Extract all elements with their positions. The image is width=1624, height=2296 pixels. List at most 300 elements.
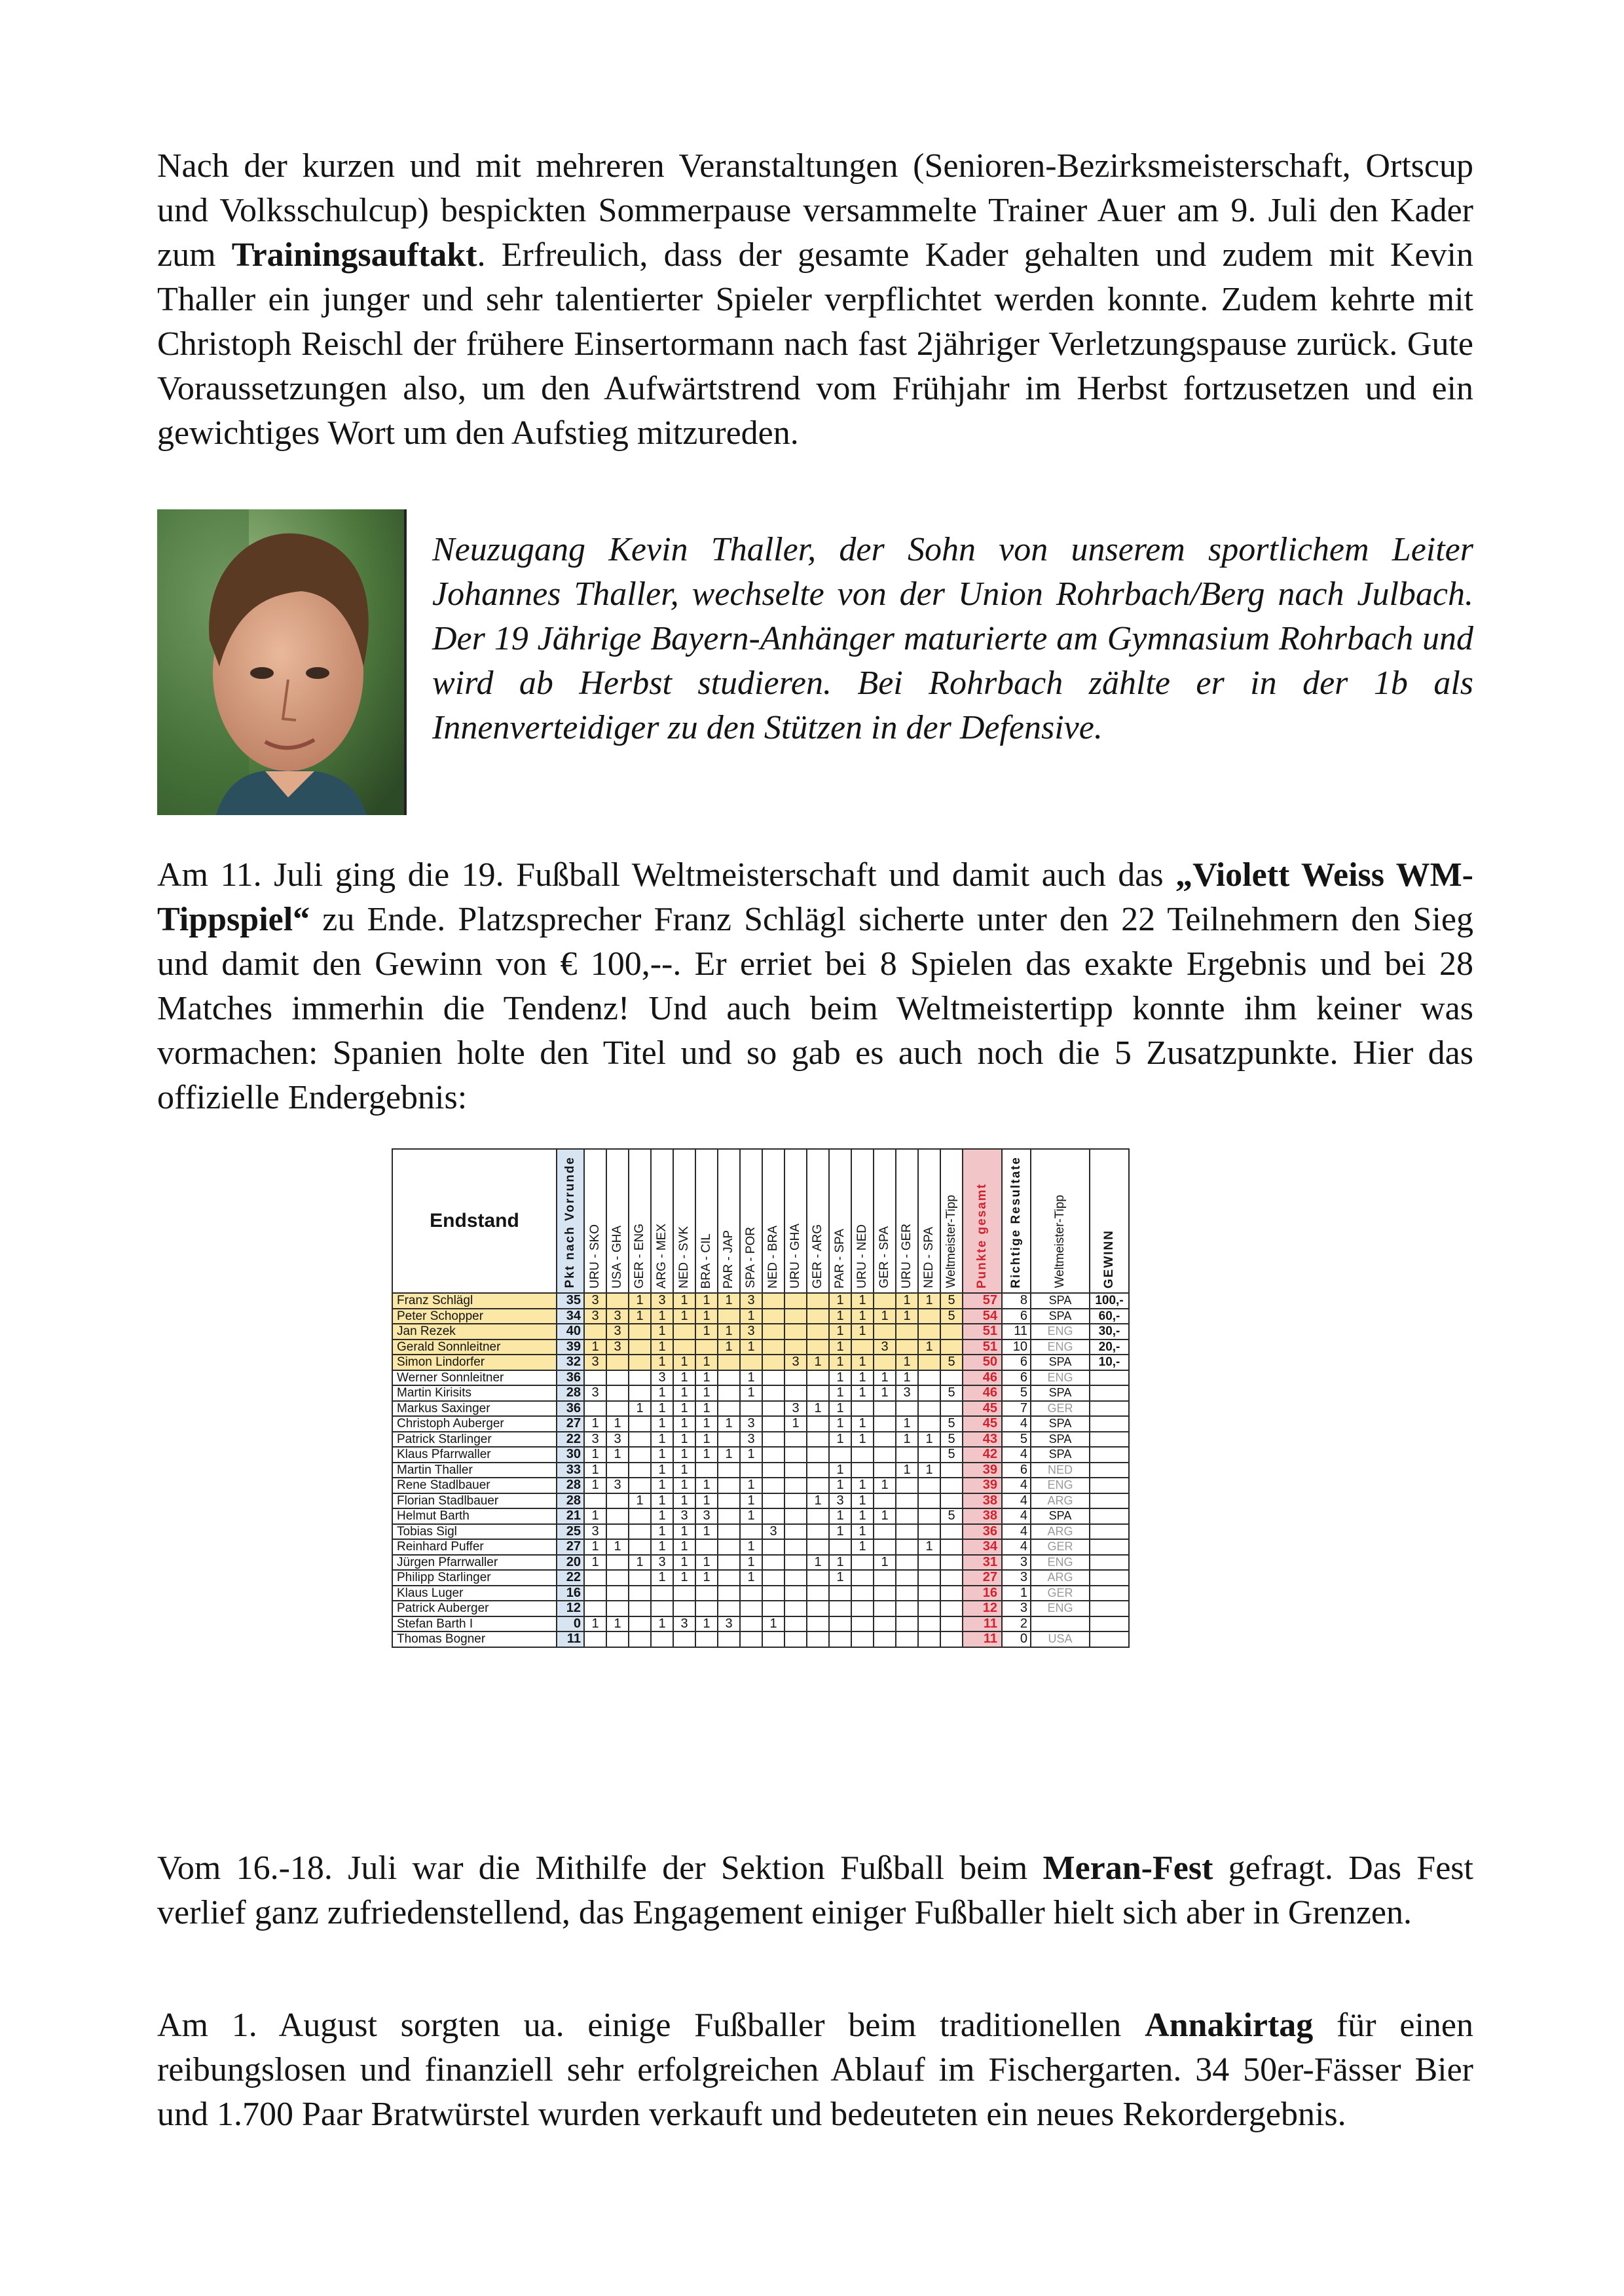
match-points-cell (874, 1586, 896, 1601)
vorrunde-points-cell: 30 (557, 1447, 584, 1463)
match-points-cell (851, 1555, 874, 1571)
match-points-cell (718, 1555, 740, 1571)
player-name-cell: Thomas Bogner (392, 1631, 557, 1647)
match-points-cell (584, 1493, 606, 1509)
match-points-cell (629, 1539, 651, 1555)
match-points-cell (740, 1586, 762, 1601)
match-points-cell: 1 (629, 1293, 651, 1309)
match-points-cell (629, 1385, 651, 1401)
correct-results-cell: 8 (1002, 1293, 1031, 1309)
match-points-cell (874, 1631, 896, 1647)
column-header: ARG - MEX (651, 1149, 673, 1293)
match-points-cell (896, 1524, 918, 1540)
match-points-cell: 1 (851, 1385, 874, 1401)
champion-tip-cell: USA (1031, 1631, 1090, 1647)
table-row (392, 1586, 1129, 1601)
champion-bonus-cell: 5 (940, 1309, 963, 1324)
match-points-cell (762, 1447, 784, 1463)
column-header: URU - SKO (584, 1149, 606, 1293)
champion-bonus-cell (940, 1493, 963, 1509)
table-header-row (392, 1149, 1129, 1293)
match-points-cell (874, 1355, 896, 1370)
match-points-cell: 1 (629, 1309, 651, 1324)
match-points-cell (896, 1324, 918, 1339)
champion-bonus-cell (940, 1524, 963, 1540)
prize-cell: 100,- (1090, 1293, 1129, 1309)
table-row (392, 1508, 1129, 1524)
match-points-cell (918, 1601, 940, 1616)
column-header: NED - BRA (762, 1149, 784, 1293)
column-header: Richtige Resultate (1002, 1149, 1031, 1293)
match-points-cell: 1 (695, 1447, 718, 1463)
match-points-cell (762, 1309, 784, 1324)
match-points-cell (807, 1324, 829, 1339)
player-name-cell: Patrick Auberger (392, 1601, 557, 1616)
match-points-cell (762, 1416, 784, 1432)
match-points-cell: 3 (762, 1524, 784, 1540)
match-points-cell (829, 1586, 851, 1601)
champion-tip-cell: SPA (1031, 1385, 1090, 1401)
match-points-cell (829, 1601, 851, 1616)
match-points-cell: 1 (718, 1293, 740, 1309)
paragraph-annakirtag (157, 2003, 1473, 2137)
total-points-cell: 31 (963, 1555, 1002, 1571)
champion-bonus-cell (940, 1631, 963, 1647)
match-points-cell: 3 (896, 1385, 918, 1401)
match-points-cell: 3 (606, 1478, 629, 1493)
match-points-cell: 1 (740, 1385, 762, 1401)
match-points-cell (918, 1385, 940, 1401)
match-points-cell (673, 1586, 695, 1601)
correct-results-cell: 0 (1002, 1631, 1031, 1647)
champion-bonus-cell (940, 1478, 963, 1493)
match-points-cell (629, 1339, 651, 1355)
match-points-cell: 1 (695, 1293, 718, 1309)
match-points-cell: 3 (606, 1339, 629, 1355)
match-points-cell (829, 1447, 851, 1463)
match-points-cell (606, 1493, 629, 1509)
match-points-cell: 3 (651, 1555, 673, 1571)
player-photo (157, 509, 407, 815)
prize-cell (1090, 1586, 1129, 1601)
vorrunde-points-cell: 27 (557, 1539, 584, 1555)
champion-bonus-cell (940, 1616, 963, 1632)
match-points-cell (784, 1324, 807, 1339)
match-points-cell: 1 (829, 1293, 851, 1309)
total-points-cell: 11 (963, 1616, 1002, 1632)
vorrunde-points-cell: 20 (557, 1555, 584, 1571)
match-points-cell (762, 1293, 784, 1309)
total-points-cell: 39 (963, 1478, 1002, 1493)
match-points-cell: 1 (896, 1309, 918, 1324)
total-points-cell: 50 (963, 1355, 1002, 1370)
match-points-cell: 1 (829, 1478, 851, 1493)
correct-results-cell: 4 (1002, 1493, 1031, 1509)
match-points-cell: 1 (829, 1339, 851, 1355)
match-points-cell (718, 1508, 740, 1524)
match-points-cell (807, 1616, 829, 1632)
match-points-cell (740, 1524, 762, 1540)
match-points-cell (851, 1463, 874, 1478)
table-row (392, 1524, 1129, 1540)
match-points-cell (896, 1339, 918, 1355)
player-name-cell: Franz Schlägl (392, 1293, 557, 1309)
match-points-cell (762, 1631, 784, 1647)
match-points-cell (740, 1463, 762, 1478)
match-points-cell (918, 1631, 940, 1647)
champion-tip-cell: SPA (1031, 1355, 1090, 1370)
player-name-cell: Martin Kirisits (392, 1385, 557, 1401)
match-points-cell (762, 1385, 784, 1401)
match-points-cell: 1 (606, 1416, 629, 1432)
match-points-cell: 1 (829, 1385, 851, 1401)
table-row (392, 1293, 1129, 1309)
correct-results-cell: 5 (1002, 1432, 1031, 1448)
results-table (392, 1148, 1130, 1648)
column-header: BRA - CIL (695, 1149, 718, 1293)
total-points-cell: 36 (963, 1524, 1002, 1540)
vorrunde-points-cell: 34 (557, 1309, 584, 1324)
match-points-cell (606, 1631, 629, 1647)
player-name-cell: Reinhard Puffer (392, 1539, 557, 1555)
match-points-cell (606, 1293, 629, 1309)
match-points-cell (606, 1385, 629, 1401)
match-points-cell (851, 1339, 874, 1355)
match-points-cell (896, 1447, 918, 1463)
match-points-cell: 1 (874, 1508, 896, 1524)
match-points-cell: 3 (584, 1385, 606, 1401)
match-points-cell: 1 (851, 1324, 874, 1339)
match-points-cell: 1 (695, 1385, 718, 1401)
table-row (392, 1401, 1129, 1417)
correct-results-cell: 3 (1002, 1601, 1031, 1616)
prize-cell: 20,- (1090, 1339, 1129, 1355)
correct-results-cell: 6 (1002, 1309, 1031, 1324)
match-points-cell (784, 1555, 807, 1571)
match-points-cell: 1 (784, 1416, 807, 1432)
champion-bonus-cell: 5 (940, 1432, 963, 1448)
match-points-cell: 1 (829, 1508, 851, 1524)
vorrunde-points-cell: 39 (557, 1339, 584, 1355)
match-points-cell: 1 (740, 1447, 762, 1463)
match-points-cell: 1 (673, 1493, 695, 1509)
match-points-cell (918, 1586, 940, 1601)
match-points-cell (807, 1309, 829, 1324)
match-points-cell: 1 (740, 1370, 762, 1386)
match-points-cell: 1 (651, 1309, 673, 1324)
prize-cell: 10,- (1090, 1355, 1129, 1370)
match-points-cell: 1 (673, 1309, 695, 1324)
match-points-cell: 1 (829, 1570, 851, 1586)
match-points-cell (606, 1401, 629, 1417)
match-points-cell: 1 (673, 1463, 695, 1478)
match-points-cell: 3 (740, 1324, 762, 1339)
match-points-cell: 1 (740, 1508, 762, 1524)
match-points-cell (629, 1370, 651, 1386)
match-points-cell (695, 1631, 718, 1647)
match-points-cell (784, 1616, 807, 1632)
column-header: PAR - SPA (829, 1149, 851, 1293)
match-points-cell: 1 (673, 1570, 695, 1586)
column-header: URU - GER (896, 1149, 918, 1293)
match-points-cell (784, 1309, 807, 1324)
champion-tip-cell: GER (1031, 1539, 1090, 1555)
match-points-cell (851, 1601, 874, 1616)
column-header: Pkt nach Vorrunde (557, 1149, 584, 1293)
match-points-cell: 1 (651, 1478, 673, 1493)
total-points-cell: 42 (963, 1447, 1002, 1463)
correct-results-cell: 4 (1002, 1524, 1031, 1540)
match-points-cell: 1 (584, 1508, 606, 1524)
match-points-cell (740, 1601, 762, 1616)
match-points-cell (784, 1539, 807, 1555)
match-points-cell: 1 (673, 1478, 695, 1493)
prize-cell (1090, 1539, 1129, 1555)
match-points-cell (896, 1570, 918, 1586)
match-points-cell: 1 (673, 1416, 695, 1432)
match-points-cell: 1 (673, 1385, 695, 1401)
match-points-cell (807, 1539, 829, 1555)
match-points-cell: 1 (718, 1447, 740, 1463)
match-points-cell (896, 1586, 918, 1601)
column-header: PAR - JAP (718, 1149, 740, 1293)
champion-tip-cell: GER (1031, 1401, 1090, 1417)
match-points-cell: 1 (695, 1432, 718, 1448)
match-points-cell (807, 1432, 829, 1448)
match-points-cell: 1 (651, 1339, 673, 1355)
match-points-cell (762, 1355, 784, 1370)
player-name-cell: Philipp Starlinger (392, 1570, 557, 1586)
match-points-cell: 1 (651, 1493, 673, 1509)
vorrunde-points-cell: 21 (557, 1508, 584, 1524)
match-points-cell: 1 (874, 1555, 896, 1571)
match-points-cell: 1 (740, 1493, 762, 1509)
match-points-cell: 1 (651, 1463, 673, 1478)
match-points-cell: 1 (740, 1570, 762, 1586)
match-points-cell: 3 (651, 1370, 673, 1386)
match-points-cell: 3 (784, 1355, 807, 1370)
match-points-cell: 1 (673, 1432, 695, 1448)
match-points-cell (896, 1401, 918, 1417)
player-name-cell: Werner Sonnleitner (392, 1370, 557, 1386)
match-points-cell (896, 1601, 918, 1616)
vorrunde-points-cell: 35 (557, 1293, 584, 1309)
champion-tip-cell: GER (1031, 1586, 1090, 1601)
match-points-cell: 1 (807, 1401, 829, 1417)
match-points-cell: 1 (918, 1432, 940, 1448)
match-points-cell (851, 1447, 874, 1463)
column-header: URU - GHA (784, 1149, 807, 1293)
match-points-cell (695, 1601, 718, 1616)
match-points-cell: 1 (807, 1355, 829, 1370)
match-points-cell (629, 1586, 651, 1601)
match-points-cell: 1 (740, 1339, 762, 1355)
champion-tip-cell: ARG (1031, 1570, 1090, 1586)
match-points-cell (851, 1631, 874, 1647)
match-points-cell (629, 1570, 651, 1586)
match-points-cell (784, 1478, 807, 1493)
match-points-cell (807, 1447, 829, 1463)
match-points-cell: 1 (829, 1463, 851, 1478)
match-points-cell: 3 (606, 1309, 629, 1324)
match-points-cell (762, 1508, 784, 1524)
champion-bonus-cell: 5 (940, 1447, 963, 1463)
text: Am 11. Juli ging die 19. Fußball Weltmeisterschaft und damit auch das (157, 856, 1176, 894)
match-points-cell (918, 1370, 940, 1386)
match-points-cell: 1 (673, 1539, 695, 1555)
vorrunde-points-cell: 12 (557, 1601, 584, 1616)
match-points-cell (807, 1416, 829, 1432)
match-points-cell: 1 (695, 1616, 718, 1632)
match-points-cell (874, 1616, 896, 1632)
match-points-cell: 1 (829, 1401, 851, 1417)
vorrunde-points-cell: 28 (557, 1478, 584, 1493)
match-points-cell (584, 1324, 606, 1339)
match-points-cell (584, 1570, 606, 1586)
table-row (392, 1570, 1129, 1586)
match-points-cell (807, 1370, 829, 1386)
match-points-cell (762, 1601, 784, 1616)
match-points-cell: 1 (740, 1309, 762, 1324)
match-points-cell (629, 1355, 651, 1370)
match-points-cell (829, 1539, 851, 1555)
match-points-cell: 1 (695, 1370, 718, 1386)
table-row (392, 1324, 1129, 1339)
match-points-cell: 1 (807, 1555, 829, 1571)
total-points-cell: 38 (963, 1493, 1002, 1509)
match-points-cell: 1 (896, 1463, 918, 1478)
paragraph-meran-fest (157, 1846, 1473, 1935)
match-points-cell (762, 1401, 784, 1417)
player-name-cell: Jan Rezek (392, 1324, 557, 1339)
text: Am 1. August sorgten ua. einige Fußballer beim traditionellen (157, 2007, 1145, 2044)
correct-results-cell: 4 (1002, 1416, 1031, 1432)
match-points-cell: 1 (740, 1555, 762, 1571)
paragraph-trainingsauftakt (157, 144, 1473, 456)
vorrunde-points-cell: 22 (557, 1570, 584, 1586)
champion-tip-cell (1031, 1616, 1090, 1632)
champion-tip-cell: SPA (1031, 1447, 1090, 1463)
match-points-cell: 1 (829, 1355, 851, 1370)
match-points-cell: 1 (851, 1539, 874, 1555)
match-points-cell (829, 1631, 851, 1647)
match-points-cell (606, 1355, 629, 1370)
champion-bonus-cell (940, 1401, 963, 1417)
champion-tip-cell: ENG (1031, 1478, 1090, 1493)
match-points-cell (673, 1631, 695, 1647)
match-points-cell (606, 1555, 629, 1571)
match-points-cell (718, 1493, 740, 1509)
column-header: GER - ARG (807, 1149, 829, 1293)
match-points-cell: 3 (584, 1355, 606, 1370)
total-points-cell: 46 (963, 1385, 1002, 1401)
match-points-cell (718, 1355, 740, 1370)
match-points-cell: 1 (651, 1324, 673, 1339)
match-points-cell: 1 (896, 1293, 918, 1309)
match-points-cell: 3 (874, 1339, 896, 1355)
vorrunde-points-cell: 32 (557, 1355, 584, 1370)
match-points-cell: 1 (695, 1524, 718, 1540)
match-points-cell (606, 1570, 629, 1586)
match-points-cell: 1 (673, 1447, 695, 1463)
match-points-cell (851, 1401, 874, 1417)
portrait-image (157, 509, 404, 815)
match-points-cell: 1 (851, 1493, 874, 1509)
match-points-cell (784, 1631, 807, 1647)
match-points-cell: 1 (874, 1370, 896, 1386)
champion-tip-cell: ENG (1031, 1370, 1090, 1386)
match-points-cell: 1 (584, 1539, 606, 1555)
match-points-cell (762, 1339, 784, 1355)
correct-results-cell: 6 (1002, 1463, 1031, 1478)
match-points-cell: 1 (918, 1539, 940, 1555)
correct-results-cell: 2 (1002, 1616, 1031, 1632)
match-points-cell: 1 (651, 1401, 673, 1417)
match-points-cell (896, 1616, 918, 1632)
match-points-cell (784, 1385, 807, 1401)
match-points-cell (673, 1324, 695, 1339)
champion-tip-cell: ENG (1031, 1601, 1090, 1616)
vorrunde-points-cell: 36 (557, 1401, 584, 1417)
match-points-cell (807, 1570, 829, 1586)
player-name-cell: Klaus Luger (392, 1586, 557, 1601)
match-points-cell (918, 1478, 940, 1493)
champion-tip-cell: ARG (1031, 1493, 1090, 1509)
match-points-cell: 1 (606, 1539, 629, 1555)
match-points-cell (874, 1432, 896, 1448)
correct-results-cell: 1 (1002, 1586, 1031, 1601)
vorrunde-points-cell: 33 (557, 1463, 584, 1478)
correct-results-cell: 6 (1002, 1355, 1031, 1370)
match-points-cell (762, 1555, 784, 1571)
match-points-cell (673, 1601, 695, 1616)
champion-bonus-cell: 5 (940, 1293, 963, 1309)
match-points-cell (740, 1631, 762, 1647)
match-points-cell (718, 1370, 740, 1386)
match-points-cell (740, 1401, 762, 1417)
match-points-cell (718, 1463, 740, 1478)
match-points-cell: 1 (584, 1463, 606, 1478)
player-name-cell: Klaus Pfarrwaller (392, 1447, 557, 1463)
correct-results-cell: 6 (1002, 1370, 1031, 1386)
match-points-cell: 1 (851, 1524, 874, 1540)
match-points-cell (606, 1586, 629, 1601)
match-points-cell (918, 1508, 940, 1524)
match-points-cell (718, 1385, 740, 1401)
match-points-cell: 1 (584, 1555, 606, 1571)
match-points-cell: 1 (651, 1416, 673, 1432)
match-points-cell (762, 1586, 784, 1601)
match-points-cell: 1 (851, 1370, 874, 1386)
match-points-cell (762, 1463, 784, 1478)
champion-bonus-cell: 5 (940, 1416, 963, 1432)
match-points-cell (584, 1586, 606, 1601)
match-points-cell (695, 1463, 718, 1478)
prize-cell: 60,- (1090, 1309, 1129, 1324)
champion-tip-cell: SPA (1031, 1416, 1090, 1432)
match-points-cell (784, 1524, 807, 1540)
match-points-cell (807, 1478, 829, 1493)
match-points-cell: 1 (829, 1416, 851, 1432)
match-points-cell (784, 1370, 807, 1386)
column-header: URU - NED (851, 1149, 874, 1293)
match-points-cell: 1 (695, 1309, 718, 1324)
match-points-cell (874, 1463, 896, 1478)
table-row (392, 1631, 1129, 1647)
prize-cell (1090, 1370, 1129, 1386)
match-points-cell: 1 (584, 1478, 606, 1493)
match-points-cell: 1 (829, 1555, 851, 1571)
